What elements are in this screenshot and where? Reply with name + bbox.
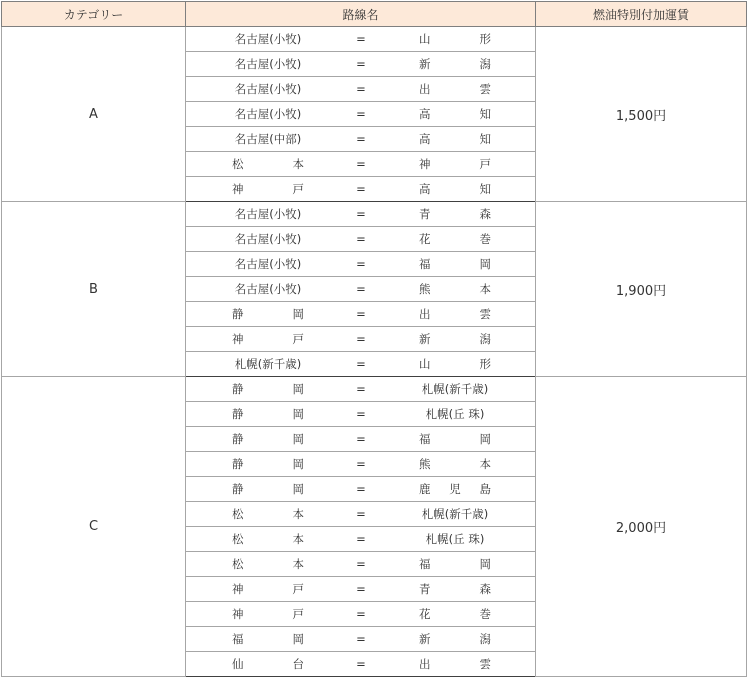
route-from: 神 戸	[232, 582, 304, 596]
route-cell	[186, 77, 536, 102]
route-cell	[186, 302, 536, 327]
route-to: 出 雲	[419, 82, 491, 96]
route-to: 福 岡	[419, 432, 491, 446]
route-to: 出 雲	[419, 307, 491, 321]
route-separator: =	[356, 232, 366, 246]
route-to: 高 知	[419, 107, 491, 121]
route-from: 名古屋(小牧)	[234, 57, 302, 71]
route-separator: =	[356, 532, 366, 546]
route-from: 名古屋(小牧)	[234, 282, 302, 296]
route-from: 名古屋(中部)	[234, 132, 302, 146]
route-to: 青 森	[419, 582, 491, 596]
route-separator: =	[356, 632, 366, 646]
route-separator: =	[356, 657, 366, 671]
route-to: 福 岡	[419, 557, 491, 571]
route-to: 山 形	[419, 357, 491, 371]
route-cell	[186, 552, 536, 577]
route-from: 神 戸	[232, 182, 304, 196]
route-to: 山 形	[419, 32, 491, 46]
route-from: 静 岡	[232, 482, 304, 496]
route-cell	[186, 602, 536, 627]
route-cell	[186, 152, 536, 177]
route-from: 名古屋(小牧)	[234, 257, 302, 271]
route-from: 松 本	[232, 532, 304, 546]
route-separator: =	[356, 307, 366, 321]
route-separator: =	[356, 282, 366, 296]
route-from: 神 戸	[232, 607, 304, 621]
route-from: 静 岡	[232, 382, 304, 396]
route-cell	[186, 227, 536, 252]
route-cell	[186, 127, 536, 152]
category-cell: C	[2, 377, 186, 677]
route-cell	[186, 502, 536, 527]
header-row	[2, 2, 747, 27]
route-separator: =	[356, 582, 366, 596]
route-to: 青 森	[419, 207, 491, 221]
route-cell	[186, 102, 536, 127]
fuel-surcharge-table	[1, 1, 747, 677]
route-cell	[186, 477, 536, 502]
route-to: 鹿 児 島	[419, 482, 491, 496]
header-category: カテゴリー	[2, 2, 186, 27]
route-cell	[186, 577, 536, 602]
route-to: 福 岡	[419, 257, 491, 271]
route-cell	[186, 202, 536, 227]
route-from: 名古屋(小牧)	[234, 82, 302, 96]
route-from: 静 岡	[232, 307, 304, 321]
header-route: 路線名	[186, 2, 536, 27]
table-row	[2, 27, 747, 52]
route-separator: =	[356, 157, 366, 171]
route-separator: =	[356, 507, 366, 521]
route-separator: =	[356, 382, 366, 396]
route-to: 札幌(新千歳)	[421, 382, 489, 396]
route-separator: =	[356, 207, 366, 221]
route-cell	[186, 177, 536, 202]
route-to: 神 戸	[419, 157, 491, 171]
route-cell	[186, 327, 536, 352]
route-cell	[186, 352, 536, 377]
route-cell	[186, 277, 536, 302]
route-cell	[186, 377, 536, 402]
route-cell	[186, 652, 536, 677]
table-row	[2, 377, 747, 402]
route-cell	[186, 452, 536, 477]
route-from: 松 本	[232, 157, 304, 171]
route-to: 高 知	[419, 182, 491, 196]
route-cell	[186, 627, 536, 652]
fee-cell: 1,500円	[536, 27, 747, 202]
route-cell	[186, 252, 536, 277]
route-to: 花 巻	[419, 607, 491, 621]
route-from: 名古屋(小牧)	[234, 32, 302, 46]
route-to: 高 知	[419, 132, 491, 146]
table-body	[2, 27, 747, 677]
category-cell: B	[2, 202, 186, 377]
route-separator: =	[356, 82, 366, 96]
category-cell: A	[2, 27, 186, 202]
route-separator: =	[356, 107, 366, 121]
header-fee: 燃油特別付加運賃	[536, 2, 747, 27]
route-from: 名古屋(小牧)	[234, 107, 302, 121]
route-separator: =	[356, 432, 366, 446]
route-cell	[186, 27, 536, 52]
route-from: 福 岡	[232, 632, 304, 646]
route-separator: =	[356, 182, 366, 196]
route-cell	[186, 402, 536, 427]
route-from: 札幌(新千歳)	[234, 357, 302, 371]
route-to: 熊 本	[419, 282, 491, 296]
route-to: 新 潟	[419, 632, 491, 646]
route-to: 出 雲	[419, 657, 491, 671]
route-separator: =	[356, 457, 366, 471]
route-cell	[186, 527, 536, 552]
route-separator: =	[356, 357, 366, 371]
table-row	[2, 202, 747, 227]
route-separator: =	[356, 482, 366, 496]
fee-cell: 2,000円	[536, 377, 747, 677]
route-to: 札幌(丘 珠)	[425, 407, 485, 421]
route-separator: =	[356, 332, 366, 346]
fee-cell: 1,900円	[536, 202, 747, 377]
route-from: 松 本	[232, 507, 304, 521]
route-from: 静 岡	[232, 407, 304, 421]
route-to: 花 巻	[419, 232, 491, 246]
route-to: 新 潟	[419, 57, 491, 71]
route-to: 新 潟	[419, 332, 491, 346]
route-from: 名古屋(小牧)	[234, 207, 302, 221]
route-separator: =	[356, 557, 366, 571]
route-to: 札幌(新千歳)	[421, 507, 489, 521]
route-cell	[186, 427, 536, 452]
route-from: 静 岡	[232, 432, 304, 446]
route-from: 仙 台	[232, 657, 304, 671]
route-separator: =	[356, 607, 366, 621]
route-separator: =	[356, 407, 366, 421]
route-from: 神 戸	[232, 332, 304, 346]
route-separator: =	[356, 57, 366, 71]
route-separator: =	[356, 132, 366, 146]
route-to: 熊 本	[419, 457, 491, 471]
route-cell	[186, 52, 536, 77]
route-to: 札幌(丘 珠)	[425, 532, 485, 546]
route-separator: =	[356, 257, 366, 271]
route-separator: =	[356, 32, 366, 46]
route-from: 松 本	[232, 557, 304, 571]
route-from: 静 岡	[232, 457, 304, 471]
route-from: 名古屋(小牧)	[234, 232, 302, 246]
